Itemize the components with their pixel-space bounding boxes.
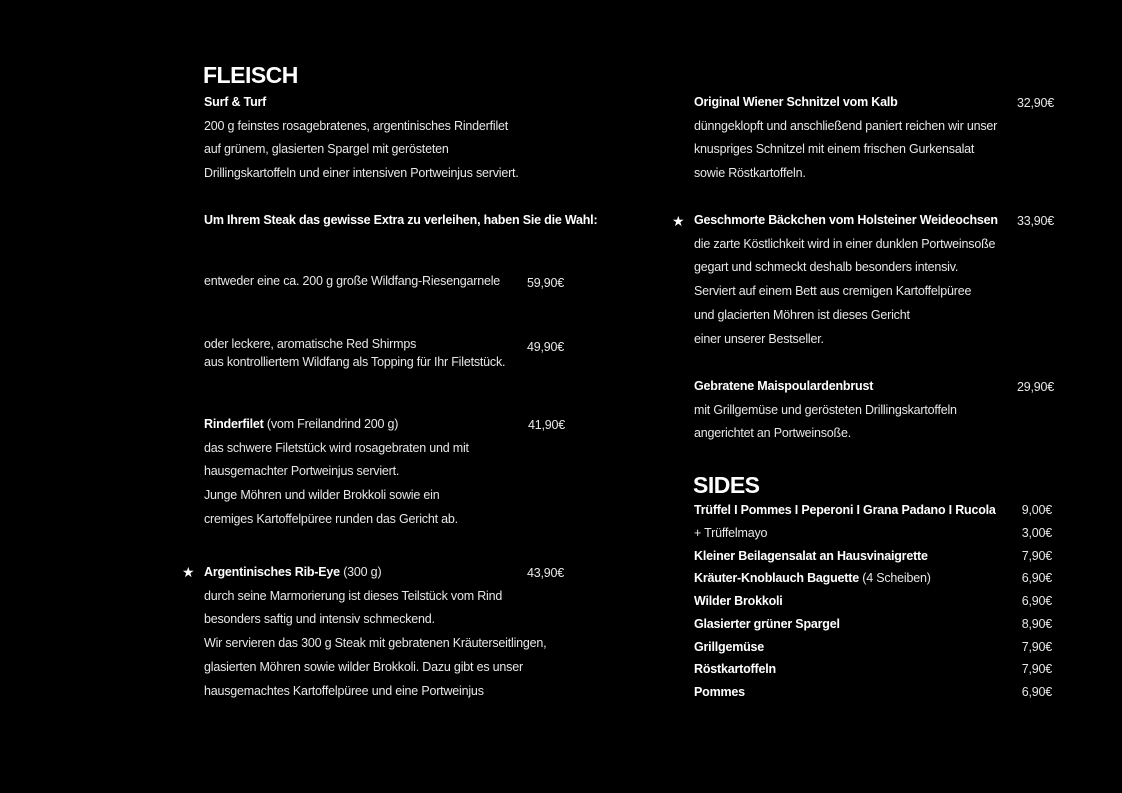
- extra-option-garnele: entweder eine ca. 200 g große Wildfang-Riesengarnele: [204, 274, 501, 288]
- side-item: [694, 685, 1052, 699]
- side-item: [694, 640, 1052, 654]
- side-item: [694, 503, 1052, 517]
- item-desc-line: cremiges Kartoffelpüree runden das Gericht ab.: [204, 511, 458, 526]
- side-item: [694, 594, 1052, 608]
- item-desc-line: das schwere Filetstück wird rosagebraten und mit: [204, 440, 469, 455]
- price-baeckchen: 33,90€: [1017, 214, 1055, 228]
- item-desc-line: mit Grillgemüse und gerösteten Drillingskartoffeln: [694, 402, 957, 417]
- side-extra: (4 Scheiben): [858, 571, 931, 586]
- side-name: Glasierter grüner Spargel: [694, 616, 840, 631]
- price-maispoularde: 29,90€: [1017, 380, 1055, 394]
- item-desc-line: Drillingskartoffeln und einer intensiven Portweinjus serviert.: [204, 166, 519, 181]
- item-name: Surf & Turf: [204, 95, 267, 109]
- star-icon: ★: [672, 213, 685, 229]
- item-desc-line: Serviert auf einem Bett aus cremigen Kartoffelpüree: [694, 284, 972, 299]
- item-name: Rinderfilet: [204, 417, 264, 431]
- item-suffix: (300 g): [339, 565, 382, 579]
- menu-item-surf-turf: [204, 91, 519, 186]
- side-price: 7,90€: [1021, 639, 1052, 654]
- side-price: 7,90€: [1021, 548, 1052, 563]
- side-item: [694, 617, 1052, 631]
- menu-item-ribeye: [204, 561, 546, 703]
- side-name: Wilder Brokkoli: [694, 594, 783, 608]
- side-item: [694, 571, 1052, 585]
- item-desc-line: gegart und schmeckt deshalb besonders intensiv.: [694, 260, 959, 275]
- price-option-garnele: 59,90€: [527, 276, 565, 290]
- menu-item-rinderfilet: [204, 413, 469, 532]
- item-desc-line: Wir servieren das 300 g Steak mit gebratenen Kräuterseitlingen,: [204, 636, 547, 651]
- side-name: Kleiner Beilagensalat an Hausvinaigrette: [694, 548, 928, 563]
- item-desc-line: durch seine Marmorierung ist dieses Teilstück vom Rind: [204, 588, 503, 603]
- price-ribeye: 43,90€: [527, 566, 565, 580]
- side-price: 3,00€: [1021, 525, 1052, 540]
- item-desc-line: auf grünem, glasierten Spargel mit gerösteten: [204, 142, 449, 157]
- option-text: aus kontrolliertem Wildfang als Topping für Ihr Filetstück.: [204, 355, 506, 369]
- option-text: oder leckere, aromatische Red Shirmps: [204, 337, 417, 351]
- item-name: Geschmorte Bäckchen vom Holsteiner Weideochsen: [694, 213, 998, 227]
- item-desc-line: sowie Röstkartoffeln.: [694, 166, 806, 181]
- sides-list: [694, 503, 1052, 703]
- side-price: 7,90€: [1021, 662, 1052, 677]
- item-desc-line: hausgemachtes Kartoffelpüree und eine Portweinjus: [204, 683, 484, 698]
- item-name: Original Wiener Schnitzel vom Kalb: [694, 95, 898, 109]
- side-name: Pommes: [694, 685, 745, 699]
- side-name: Kräuter-Knoblauch Baguette: [694, 571, 859, 586]
- item-suffix: (vom Freilandrind 200 g): [263, 417, 399, 431]
- side-price: 9,00€: [1021, 503, 1052, 517]
- side-name: Röstkartoffeln: [694, 662, 776, 677]
- price-option-shrimps: 49,90€: [527, 340, 565, 354]
- menu-item-baeckchen: [694, 209, 998, 351]
- item-desc-line: 200 g feinstes rosagebratenes, argentinisches Rinderfilet: [204, 118, 509, 133]
- item-desc-line: die zarte Köstlichkeit wird in einer dunklen Portweinsoße: [694, 236, 996, 251]
- menu-item-schnitzel: [694, 91, 997, 186]
- section-title-fleisch: FLEISCH: [203, 62, 298, 88]
- side-item: [694, 526, 1052, 540]
- side-item: [694, 662, 1052, 676]
- side-price: 8,90€: [1021, 616, 1052, 631]
- side-price: 6,90€: [1021, 685, 1052, 699]
- item-desc-line: knuspriges Schnitzel mit einem frischen Gurkensalat: [694, 142, 975, 157]
- price-rinderfilet: 41,90€: [528, 418, 566, 432]
- section-title-sides: SIDES: [693, 472, 760, 498]
- extra-heading: Um Ihrem Steak das gewisse Extra zu verleihen, haben Sie die Wahl:: [204, 213, 598, 227]
- side-name: + Trüffelmayo: [694, 525, 768, 540]
- price-schnitzel: 32,90€: [1017, 96, 1055, 110]
- item-desc-line: angerichtet an Portweinsoße.: [694, 426, 851, 441]
- item-desc-line: hausgemachter Portweinjus serviert.: [204, 464, 400, 479]
- star-icon: ★: [182, 564, 195, 580]
- menu-item-maispoularde: [694, 375, 957, 446]
- item-desc-line: einer unserer Bestseller.: [694, 331, 824, 346]
- item-desc-line: Junge Möhren und wilder Brokkoli sowie ein: [204, 488, 440, 503]
- item-desc-line: dünngeklopft und anschließend paniert reichen wir unser: [694, 118, 998, 133]
- item-desc-line: besonders saftig und intensiv schmeckend.: [204, 612, 435, 627]
- extra-option-shrimps: [204, 335, 505, 371]
- item-desc-line: glasierten Möhren sowie wilder Brokkoli. Dazu gibt es unser: [204, 659, 523, 674]
- side-price: 6,90€: [1021, 594, 1052, 608]
- item-name: Gebratene Maispoulardenbrust: [694, 379, 874, 393]
- item-desc-line: und glacierten Möhren ist dieses Gericht: [694, 307, 910, 322]
- side-item: [694, 549, 1052, 563]
- item-name: Argentinisches Rib-Eye: [204, 565, 340, 579]
- side-name: Grillgemüse: [694, 639, 765, 654]
- side-name: Trüffel I Pommes I Peperoni I Grana Padano I Rucola: [694, 503, 996, 517]
- side-price: 6,90€: [1021, 571, 1052, 586]
